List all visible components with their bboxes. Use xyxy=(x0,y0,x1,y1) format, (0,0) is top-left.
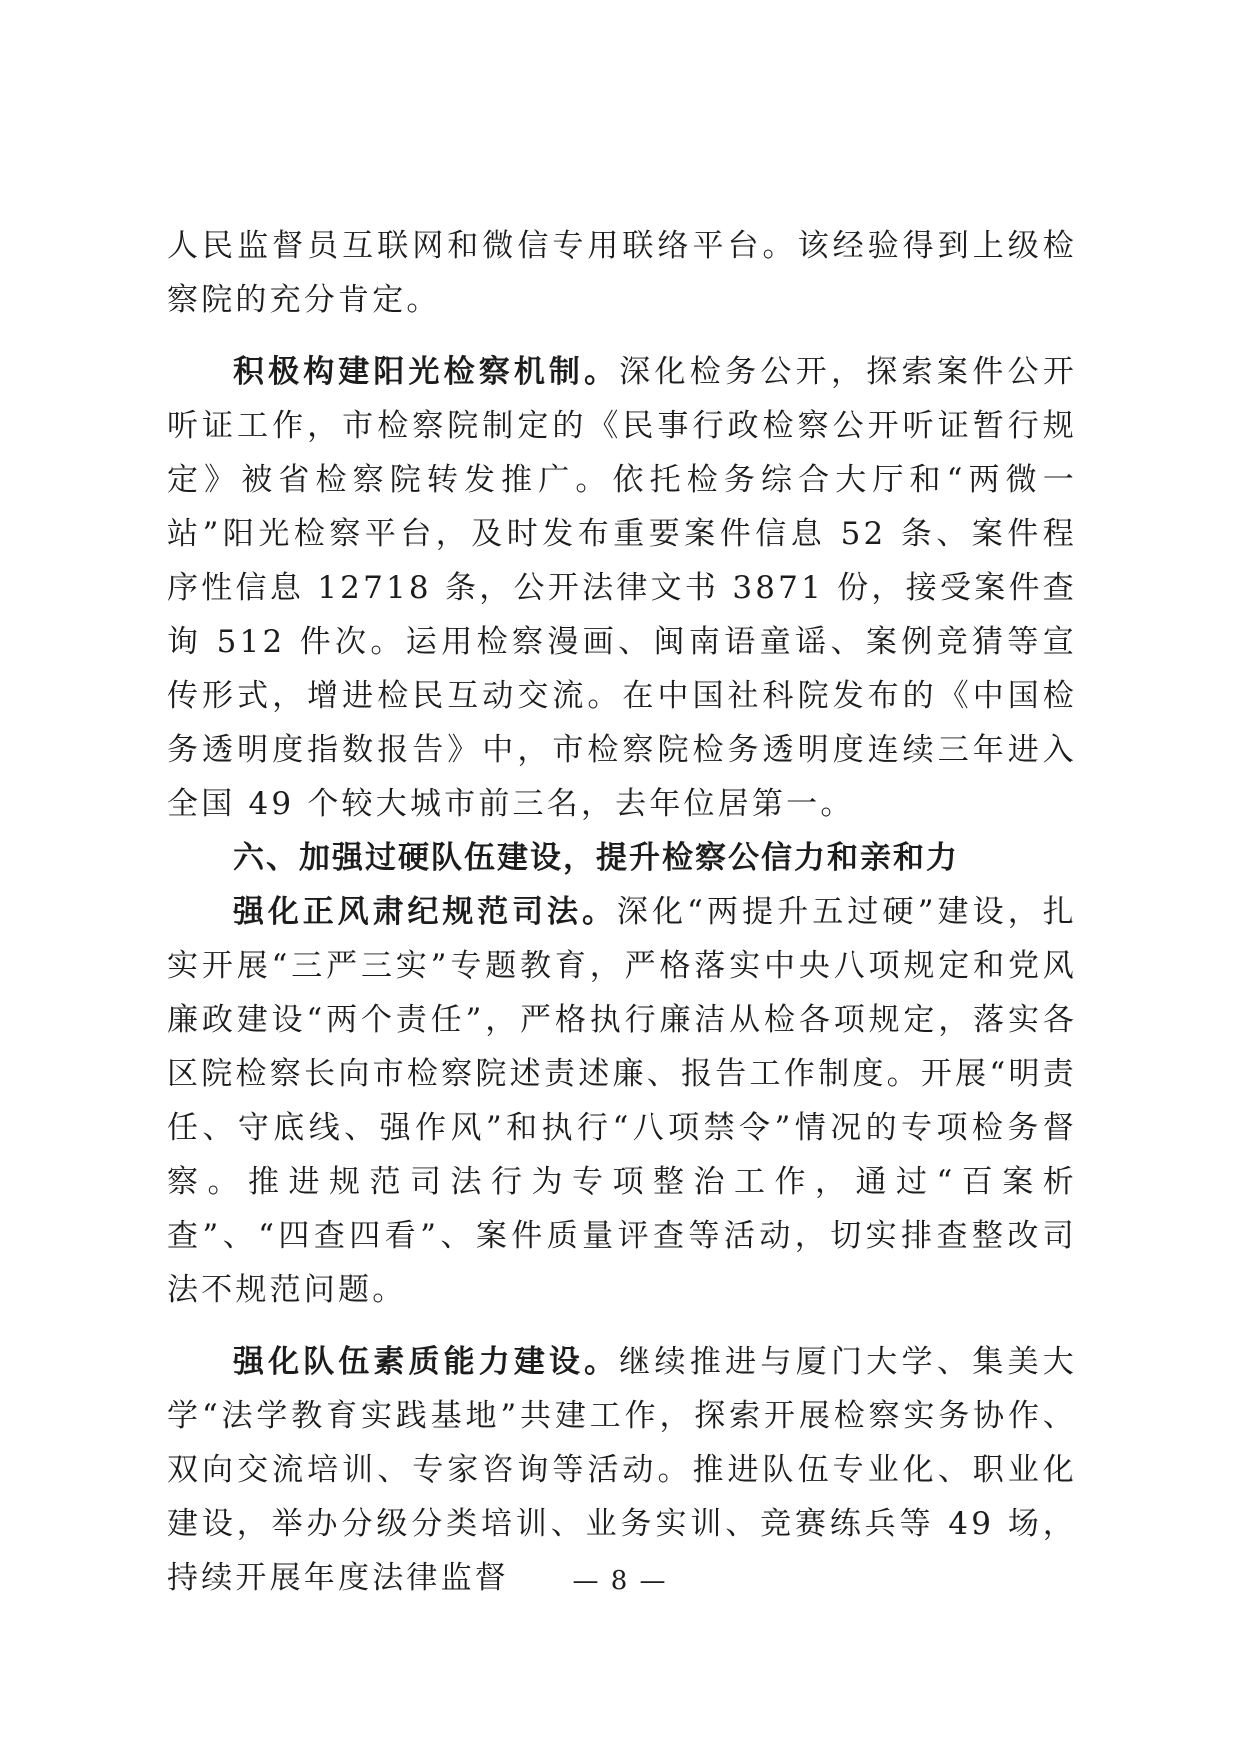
paragraph-discipline xyxy=(167,885,1077,1317)
section-heading: 六、加强过硬队伍建设，提升检察公信力和亲和力 xyxy=(233,840,959,876)
paragraph-lead: 积极构建阳光检察机制。 xyxy=(233,354,620,390)
paragraph-text: 深化检务公开，探索案件公开听证工作，市检察院制定的《民事行政检察公开听证暂行规定》被省检察院转发推广。依托检务综合大厅和“两微一站”阳光检察平台，及时发布重要案件信息 52 条、案件程序性信息 12718 条，公开法律文书 3871 份，接受案件查询 512 件次。运用检察漫画、闽南语童谣、案例竞猜等宣传形式，增进检民互动交流。在中国社科院发布的《中国检务透明度指数报告》中，市检察院检务透明度连续三年进入全国 49 个较大城市前三名，去年位居第一。 xyxy=(167,354,1078,822)
paragraph-lead: 强化队伍素质能力建设。 xyxy=(233,1344,620,1380)
paragraph-gap xyxy=(167,1317,1077,1335)
paragraph-text: 人民监督员互联网和微信专用联络平台。该经验得到上级检察院的充分肯定。 xyxy=(167,228,1077,318)
paragraph-lead: 强化正风肃纪规范司法。 xyxy=(233,894,617,930)
paragraph-continuation xyxy=(167,219,1077,327)
page-number: — 8 — xyxy=(572,1566,668,1596)
paragraph-text: 深化“两提升五过硬”建设，扎实开展“三严三实”专题教育，严格落实中央八项规定和党风廉政建设“两个责任”，严格执行廉洁从检各项规定，落实各区院检察长向市检察院述责述廉、报告工作制度。开展“明责任、守底线、强作风”和执行“八项禁令”情况的专项检务督察。推进规范司法行为专项整治工作，通过“百案析查”、“四查四看”、案件质量评查等活动，切实排查整改司法不规范问题。 xyxy=(167,894,1078,1308)
paragraph-sunshine-procuratorate xyxy=(167,345,1077,831)
document-body xyxy=(167,219,1077,1605)
paragraph-text: 继续推进与厦门大学、集美大学“法学教育实践基地”共建工作，探索开展检察实务协作、双向交流培训、专家咨询等活动。推进队伍专业化、职业化建设，举办分级分类培训、业务实训、竞赛练兵等 49 场，持续开展年度法律监督 xyxy=(167,1344,1078,1596)
paragraph-gap xyxy=(167,327,1077,345)
paragraph-team-capacity xyxy=(167,1335,1077,1605)
